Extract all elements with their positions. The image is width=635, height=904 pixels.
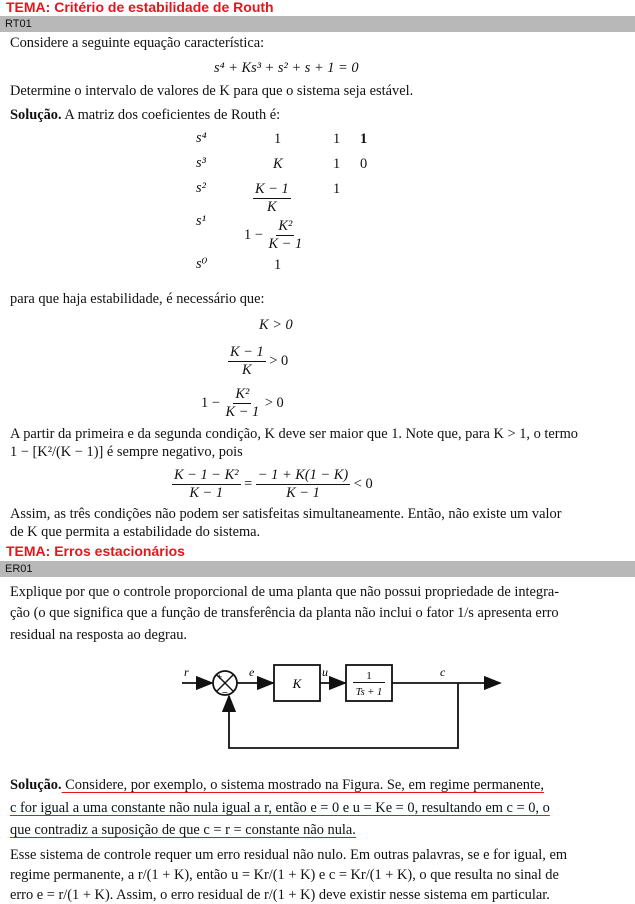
signal-label: c bbox=[440, 665, 446, 679]
plant-numerator: 1 bbox=[366, 670, 372, 682]
question-line: ção (o que significa que a função de transferência da planta não inclui o fator 1/s apresenta erro bbox=[10, 605, 559, 621]
solution-line bbox=[10, 776, 544, 794]
routh-cell: 1 bbox=[333, 131, 341, 147]
exercise-code-bar bbox=[0, 561, 635, 577]
routh-cell: K bbox=[273, 156, 283, 172]
relation: > 0 bbox=[264, 394, 284, 411]
exercise-code: RT01 bbox=[5, 18, 32, 30]
routh-cell: 1 bbox=[333, 156, 341, 172]
condition-2 bbox=[228, 344, 288, 379]
solution-text: A matriz dos coeficientes de Routh é: bbox=[61, 107, 281, 123]
solution-line: que contradiz a suposição de que c = r = constante não nula. bbox=[10, 822, 356, 838]
routh-row-label: s³ bbox=[196, 155, 206, 171]
signal-label: e bbox=[249, 665, 255, 679]
relation: > 0 bbox=[269, 352, 289, 369]
routh-cell: 1 bbox=[274, 257, 282, 273]
routh-cell: 1 bbox=[360, 131, 368, 147]
fraction-denominator: K − 1 bbox=[286, 485, 320, 501]
conclusion-line: Assim, as três condições não podem ser satisfeitas simultaneamente. Então, não existe um valor bbox=[10, 506, 562, 522]
routh-fraction bbox=[253, 181, 291, 216]
minus-sign: − bbox=[222, 688, 228, 699]
routh-row-label: s² bbox=[196, 180, 206, 196]
fraction-prefix: 1 − bbox=[201, 394, 220, 411]
fraction-denominator: K bbox=[267, 199, 277, 215]
fraction-numerator: K² bbox=[278, 218, 293, 234]
paragraph-line: A partir da primeira e da segunda condição, K deve ser maior que 1. Note que, para K > 1, o termo bbox=[10, 426, 578, 442]
section-title-routh: TEMA: Critério de estabilidade de Routh bbox=[6, 0, 274, 15]
solution-line: regime permanente, a r/(1 + K), então u = Kr/(1 + K) e c = Kr/(1 + K), o que resulta no sinal de bbox=[10, 867, 559, 883]
exercise-code-bar bbox=[0, 16, 635, 32]
fraction-numerator: K − 1 bbox=[230, 344, 264, 360]
plus-sign: + bbox=[217, 672, 223, 682]
fraction-numerator: − 1 + K(1 − K) bbox=[257, 467, 349, 483]
fraction-numerator: K − 1 bbox=[255, 181, 289, 197]
feedback-path bbox=[229, 683, 458, 748]
fraction-denominator: K − 1 bbox=[225, 404, 260, 420]
exercise-code: ER01 bbox=[5, 563, 33, 575]
gain-label: K bbox=[292, 676, 302, 691]
routh-row-label: s⁴ bbox=[196, 130, 207, 146]
signal-label: r bbox=[184, 665, 189, 679]
conclusion-line: de K que permita a estabilidade do sistema. bbox=[10, 524, 261, 540]
routh-cell: 1 bbox=[333, 181, 341, 197]
solution-label: Solução. bbox=[10, 107, 62, 123]
fraction-numerator: K − 1 − K² bbox=[174, 467, 239, 483]
solution-line: erro e = r/(1 + K). Assim, o erro residual de r/(1 + K) deve existir nesse sistema em particular. bbox=[10, 887, 550, 903]
fraction-prefix: 1 − bbox=[244, 226, 263, 243]
routh-fraction bbox=[244, 218, 304, 253]
condition-1: K > 0 bbox=[259, 317, 293, 333]
solution-text: Considere, por exemplo, o sistema mostrado na Figura. Se, em regime permanente, bbox=[61, 777, 544, 793]
relation: < 0 bbox=[353, 475, 373, 492]
characteristic-equation: s⁴ + Ks³ + s² + s + 1 = 0 bbox=[214, 60, 359, 76]
equals-sign: = bbox=[244, 475, 253, 492]
question-line: Explique por que o controle proporcional de uma planta que não possui propriedade de integra- bbox=[10, 584, 560, 600]
solution-label: Solução. bbox=[10, 777, 62, 793]
solution-line: c for igual a uma constante não nula igual a r, então e = 0 e u = Ke = 0, resultando em c = 0, o bbox=[10, 800, 550, 816]
intro-text: Considere a seguinte equação característica: bbox=[10, 35, 265, 51]
negativity-equation bbox=[172, 467, 373, 502]
signal-label: u bbox=[322, 665, 328, 679]
fraction-numerator: K² bbox=[235, 386, 250, 402]
routh-row-label: s¹ bbox=[196, 213, 206, 229]
fraction-denominator: K − 1 bbox=[268, 236, 303, 252]
question-text: Determine o intervalo de valores de K para que o sistema seja estável. bbox=[10, 83, 414, 99]
routh-row-label: s⁰ bbox=[196, 256, 208, 272]
section-title-errors: TEMA: Erros estacionários bbox=[6, 543, 185, 559]
solution-intro bbox=[10, 106, 280, 124]
question-line: residual na resposta ao degrau. bbox=[10, 627, 188, 643]
condition-intro: para que haja estabilidade, é necessário que: bbox=[10, 291, 265, 307]
solution-line: Esse sistema de controle requer um erro residual não nulo. Em outras palavras, se e for igual, em bbox=[10, 847, 568, 863]
plant-denominator: Ts + 1 bbox=[355, 687, 383, 698]
routh-cell: 1 bbox=[274, 131, 282, 147]
fraction-denominator: K bbox=[242, 362, 252, 378]
block-diagram bbox=[0, 652, 635, 757]
routh-cell: 0 bbox=[360, 156, 368, 172]
condition-3 bbox=[201, 386, 284, 421]
paragraph-line: 1 − [K²/(K − 1)] é sempre negativo, pois bbox=[10, 444, 243, 460]
fraction-denominator: K − 1 bbox=[189, 485, 224, 501]
